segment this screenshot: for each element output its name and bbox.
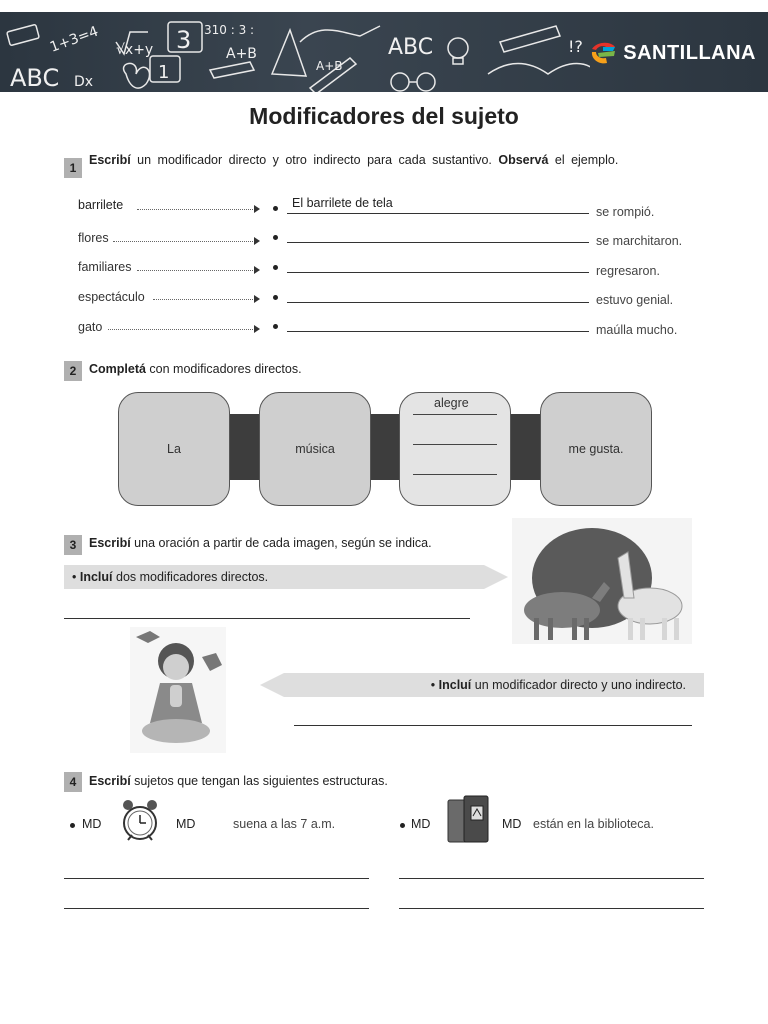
svg-text:1+3=4: 1+3=4 [47, 23, 101, 56]
left-answer-line-1[interactable] [64, 878, 369, 879]
ending-1: se rompió. [596, 205, 655, 219]
alarm-clock-icon [120, 796, 160, 844]
noun-espectaculo: espectáculo [78, 290, 145, 304]
svg-text:√x+y: √x+y [116, 42, 154, 58]
example-answer: El barrilete de tela [292, 196, 393, 210]
svg-text:A+B: A+B [226, 46, 257, 62]
section-4-number: 4 [64, 772, 82, 792]
ending-5: maúlla mucho. [596, 323, 678, 337]
santillana-wordmark: SANTILLANA [623, 41, 756, 64]
sentence-box-4: me gusta. [540, 392, 652, 506]
svg-text:ABC: ABC [388, 35, 434, 60]
connector-dots [108, 329, 255, 330]
arrow-icon [254, 295, 260, 303]
task-1-answer-line[interactable] [64, 618, 470, 619]
task-2-text: • Incluí un modificador directo y uno indirecto. [430, 678, 686, 692]
answer-line-4[interactable] [287, 302, 589, 303]
santillana-mark-icon [589, 39, 617, 67]
bullet-icon [273, 324, 278, 329]
bullet-icon [400, 823, 405, 828]
connector-dots [113, 241, 255, 242]
task-2-answer-line[interactable] [294, 725, 692, 726]
box-3-line-1[interactable] [413, 414, 497, 415]
section-2-number: 2 [64, 361, 82, 381]
box-3-example-word: alegre [434, 396, 469, 410]
llamas-picture [512, 518, 692, 644]
section-4-instruction: Escribí sujetos que tengan las siguientes estructuras. [89, 774, 388, 788]
right-answer-line-2[interactable] [399, 908, 704, 909]
svg-text:A+B: A+B [316, 59, 343, 73]
section-3-number: 3 [64, 535, 82, 555]
books-icon [444, 794, 494, 846]
connector-dots [137, 209, 255, 210]
section-1-number: 1 [64, 158, 82, 178]
task-1-banner [64, 565, 484, 589]
page-title: Modificadores del sujeto [249, 103, 519, 129]
left-answer-line-2[interactable] [64, 908, 369, 909]
banner-arrow-tip [484, 565, 508, 589]
svg-text:310 : 3 :: 310 : 3 : [204, 23, 255, 37]
bullet-icon [273, 295, 278, 300]
chalkboard-doodles [0, 12, 590, 92]
arrow-icon [254, 325, 260, 333]
section-3-instruction: Escribí una oración a partir de cada imagen, según se indica. [89, 536, 432, 550]
arrow-icon [254, 237, 260, 245]
svg-text:!?: !? [568, 37, 583, 56]
svg-text:Dx: Dx [74, 74, 94, 90]
section-1-instruction: Escribí un modificador directo y otro indirecto para cada sustantivo. Observá el ejemplo. [89, 153, 619, 167]
svg-text:3: 3 [176, 26, 192, 54]
right-answer-line-1[interactable] [399, 878, 704, 879]
bullet-icon [273, 206, 278, 211]
task-1-text: • Incluí dos modificadores directos. [72, 570, 269, 584]
right-predicate: están en la biblioteca. [533, 817, 654, 831]
box-3-line-2[interactable] [413, 444, 497, 445]
section-2-instruction: Completá con modificadores directos. [89, 362, 302, 376]
arrow-icon [254, 205, 260, 213]
connector-dots [137, 270, 255, 271]
santillana-logo [589, 38, 756, 68]
right-md-1: MD [411, 817, 431, 831]
chalk-abc-left: ABC [10, 64, 60, 92]
sentence-box-1: La [118, 392, 230, 506]
noun-barrilete: barrilete [78, 198, 124, 212]
arrow-icon [254, 266, 260, 274]
bullet-icon [273, 265, 278, 270]
noun-familiares: familiares [78, 260, 132, 274]
bullet-icon [273, 235, 278, 240]
box-3-line-3[interactable] [413, 474, 497, 475]
sentence-box-2: música [259, 392, 371, 506]
header-banner [0, 12, 768, 92]
left-md-1: MD [82, 817, 102, 831]
ending-4: estuvo genial. [596, 293, 674, 307]
girl-with-birds-picture [130, 627, 226, 753]
left-md-2: MD [176, 817, 196, 831]
right-md-2: MD [502, 817, 522, 831]
answer-line-3[interactable] [287, 272, 589, 273]
ending-3: regresaron. [596, 264, 660, 278]
bullet-icon [70, 823, 75, 828]
ending-2: se marchitaron. [596, 234, 683, 248]
noun-flores: flores [78, 231, 109, 245]
sentence-connector-strip [180, 414, 600, 480]
connector-dots [153, 299, 255, 300]
svg-text:1: 1 [158, 62, 170, 83]
answer-line-1[interactable] [287, 213, 589, 214]
answer-line-2[interactable] [287, 242, 589, 243]
answer-line-5[interactable] [287, 331, 589, 332]
task-2-banner [284, 673, 704, 697]
noun-gato: gato [78, 320, 103, 334]
banner-arrow-tip [260, 673, 284, 697]
left-predicate: suena a las 7 a.m. [233, 817, 336, 831]
